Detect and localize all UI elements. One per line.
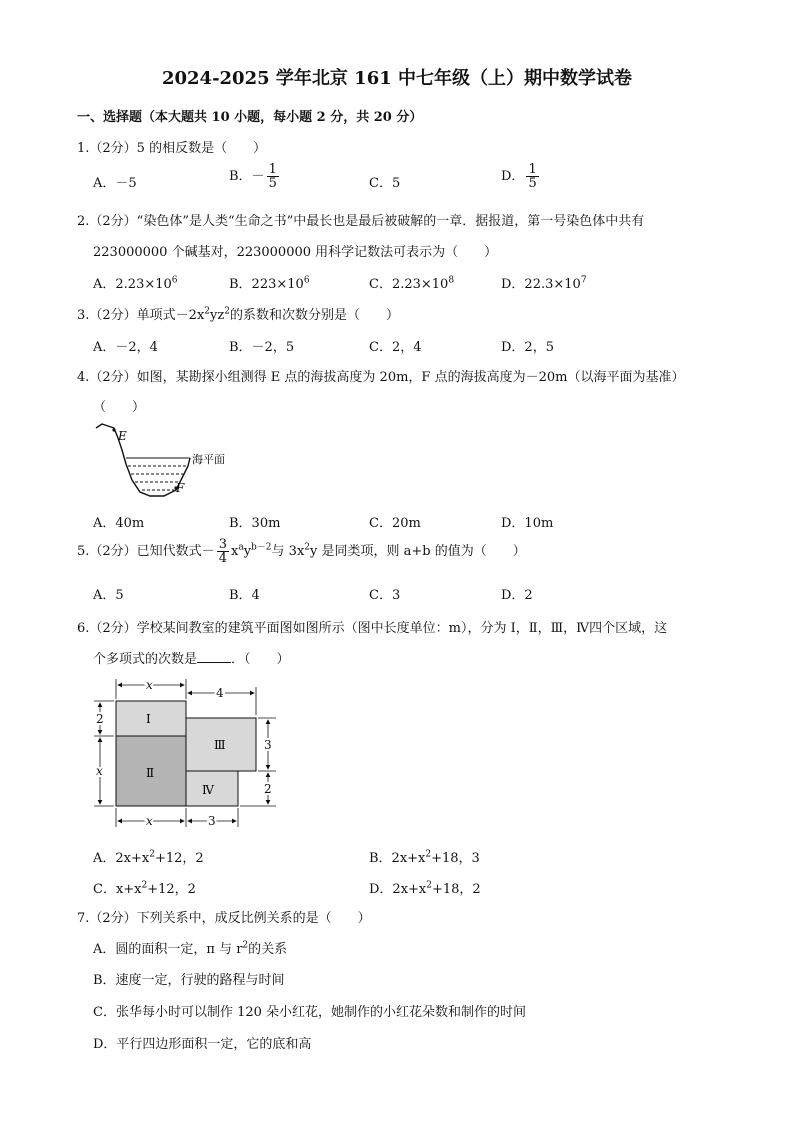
q6-stem-pre: 个多项式的次数是 <box>93 652 198 667</box>
q4-option-a[interactable]: A．40m <box>93 516 145 531</box>
q1-option-c[interactable]: C．5 <box>369 176 401 191</box>
q2-option-b[interactable] <box>229 273 310 292</box>
fraction-denominator: 5 <box>528 176 537 191</box>
label-e: E <box>118 429 127 443</box>
exponent: 2 <box>224 306 230 317</box>
q1-option-d-fraction <box>526 163 538 190</box>
question-2-stem-line2: 223000000 个碱基对，223000000 用科学记数法可表示为（ ） <box>93 245 498 260</box>
q6-option-c[interactable] <box>93 878 196 897</box>
q6-option-a-post: +12，2 <box>154 851 204 866</box>
q7-option-a[interactable] <box>93 938 287 957</box>
q7-option-d[interactable]: D．平行四边形面积一定，它的底和高 <box>93 1037 312 1052</box>
exponent: 2 <box>304 542 311 553</box>
question-2-stem-line1: 2.（2分）“染色体”是人类“生命之书”中最长也是最后被破解的一章．据报道，第一号染色体中共有 <box>77 214 645 229</box>
q3-stem-mid: yz <box>210 308 225 323</box>
q1-option-a[interactable]: A．－5 <box>93 176 137 191</box>
q4-option-b[interactable]: B．30m <box>229 516 281 531</box>
fraction-numerator: 3 <box>218 537 227 552</box>
floor-plan-figure <box>90 675 280 831</box>
question-4-stem-line1: 4.（2分）如图，某勘探小组测得 E 点的海拔高度为 20m，F 点的海拔高度为－20m（以海平面为基准） <box>77 370 685 385</box>
q4-option-d[interactable]: D．10m <box>501 516 554 531</box>
q6-option-a[interactable] <box>93 847 204 866</box>
terrain-figure <box>92 420 252 505</box>
exponent: 2 <box>141 880 148 891</box>
question-6-stem-line2 <box>93 648 290 667</box>
region-i <box>116 701 186 736</box>
q6-stem-post: ．（ ） <box>231 652 290 667</box>
exponent: 6 <box>171 275 178 286</box>
label-right-3: 3 <box>264 738 272 752</box>
q7-option-a-post: 的关系 <box>248 942 288 957</box>
q3-stem-pre: 3.（2分）单项式－2x <box>77 308 205 323</box>
label-bottom-x: x <box>146 814 153 828</box>
label-region-ii: Ⅱ <box>146 766 155 780</box>
question-5-stem <box>77 538 526 565</box>
exponent: a <box>238 542 244 553</box>
q5-stem-pre: 5.（2分）已知代数式－ <box>77 544 215 559</box>
exponent: 2 <box>204 306 211 317</box>
label-left-2: 2 <box>96 712 104 726</box>
fraction-denominator: 4 <box>218 551 227 566</box>
q2-option-b-text: B．223×10 <box>229 277 304 292</box>
q6-option-b-post: +18，3 <box>431 851 480 866</box>
q7-option-b[interactable]: B．速度一定，行驶的路程与时间 <box>93 973 285 988</box>
question-3-stem <box>77 304 399 323</box>
q6-option-d-text: D．2x+x <box>369 882 427 897</box>
exam-title: 2024-2025 学年北京 161 中七年级（上）期中数学试卷 <box>161 68 633 89</box>
q1-option-d-prefix: D． <box>501 169 525 184</box>
q3-option-d[interactable]: D．2，5 <box>501 340 554 355</box>
q5-y: y <box>243 544 252 559</box>
answer-blank[interactable] <box>197 662 231 663</box>
q5-fraction <box>217 538 229 565</box>
exponent: 2 <box>149 849 155 860</box>
q3-option-b[interactable]: B．－2，5 <box>229 340 295 355</box>
label-f: F <box>176 481 185 495</box>
exponent: 6 <box>303 275 310 286</box>
q2-option-c-text: C．2.23×10 <box>369 277 449 292</box>
q2-option-d-text: D．22.3×10 <box>501 277 581 292</box>
q3-stem-post: 的系数和次数分别是（ ） <box>229 308 399 323</box>
q6-option-c-post: +12，2 <box>147 882 196 897</box>
question-7-stem: 7.（2分）下列关系中，成反比例关系的是（ ） <box>77 911 371 926</box>
label-right-2: 2 <box>264 782 272 796</box>
exponent: 2 <box>425 849 432 860</box>
q5-stem-mid: 与 3x <box>271 544 305 559</box>
q2-option-c[interactable] <box>369 273 454 292</box>
q1-option-b[interactable] <box>229 163 281 190</box>
label-bottom-3: 3 <box>208 814 216 828</box>
label-region-i: Ⅰ <box>146 712 151 726</box>
label-left-x: x <box>96 764 103 778</box>
fraction-numerator: 1 <box>268 162 277 177</box>
q6-option-c-text: C．x+x <box>93 882 142 897</box>
exponent: 2 <box>426 880 432 891</box>
q5-stem-post: y 是同类项，则 a+b 的值为（ ） <box>310 544 526 559</box>
q5-option-d[interactable]: D．2 <box>501 588 533 603</box>
q7-option-a-text: A．圆的面积一定，π 与 r <box>93 942 243 957</box>
label-region-iii: Ⅲ <box>214 738 226 752</box>
fraction-numerator: 1 <box>528 162 537 177</box>
point-e <box>112 428 115 431</box>
q5-option-c[interactable]: C．3 <box>369 588 401 603</box>
q1-option-b-fraction <box>267 163 279 190</box>
exponent: 8 <box>448 275 455 286</box>
q4-option-c[interactable]: C．20m <box>369 516 421 531</box>
q1-option-d[interactable] <box>501 163 541 190</box>
q2-option-a[interactable] <box>93 273 178 292</box>
q6-option-b-text: B．2x+x <box>369 851 426 866</box>
q5-option-b[interactable]: B．4 <box>229 588 260 603</box>
question-4-stem-line2: （ ） <box>93 400 146 415</box>
q6-option-d-post: +18，2 <box>431 882 481 897</box>
exponent: 2 <box>242 940 249 951</box>
q2-option-d[interactable] <box>501 273 587 292</box>
question-1-stem: 1.（2分）5 的相反数是（ ） <box>77 141 267 156</box>
exponent: 7 <box>580 275 587 286</box>
label-top-4: 4 <box>216 686 224 700</box>
section-heading: 一、选择题（本大题共 10 小题，每小题 2 分，共 20 分） <box>77 110 423 125</box>
question-6-stem-line1: 6.（2分）学校某间教室的建筑平面图如图所示（图中长度单位：m），分为 Ⅰ，Ⅱ，Ⅲ，Ⅳ四个区域，这 <box>77 621 668 636</box>
q6-option-a-text: A．2x+x <box>93 851 150 866</box>
q5-option-a[interactable]: A．5 <box>93 588 124 603</box>
label-region-iv: Ⅳ <box>202 783 214 797</box>
q3-option-c[interactable]: C．2，4 <box>369 340 422 355</box>
q2-option-a-text: A．2.23×10 <box>93 277 172 292</box>
q5-x: x <box>230 544 239 559</box>
label-sea-level: 海平面 <box>192 453 225 466</box>
q6-option-d[interactable] <box>369 878 481 897</box>
q7-option-c[interactable]: C．张华每小时可以制作 120 朵小红花，她制作的小红花朵数和制作的时间 <box>93 1005 527 1020</box>
fraction-denominator: 5 <box>268 176 277 191</box>
q6-option-b[interactable] <box>369 847 480 866</box>
q3-option-a[interactable]: A．－2，4 <box>93 340 158 355</box>
exponent: b－2 <box>251 542 272 553</box>
label-top-x: x <box>146 678 153 692</box>
q1-option-b-prefix: B．－ <box>229 169 265 184</box>
